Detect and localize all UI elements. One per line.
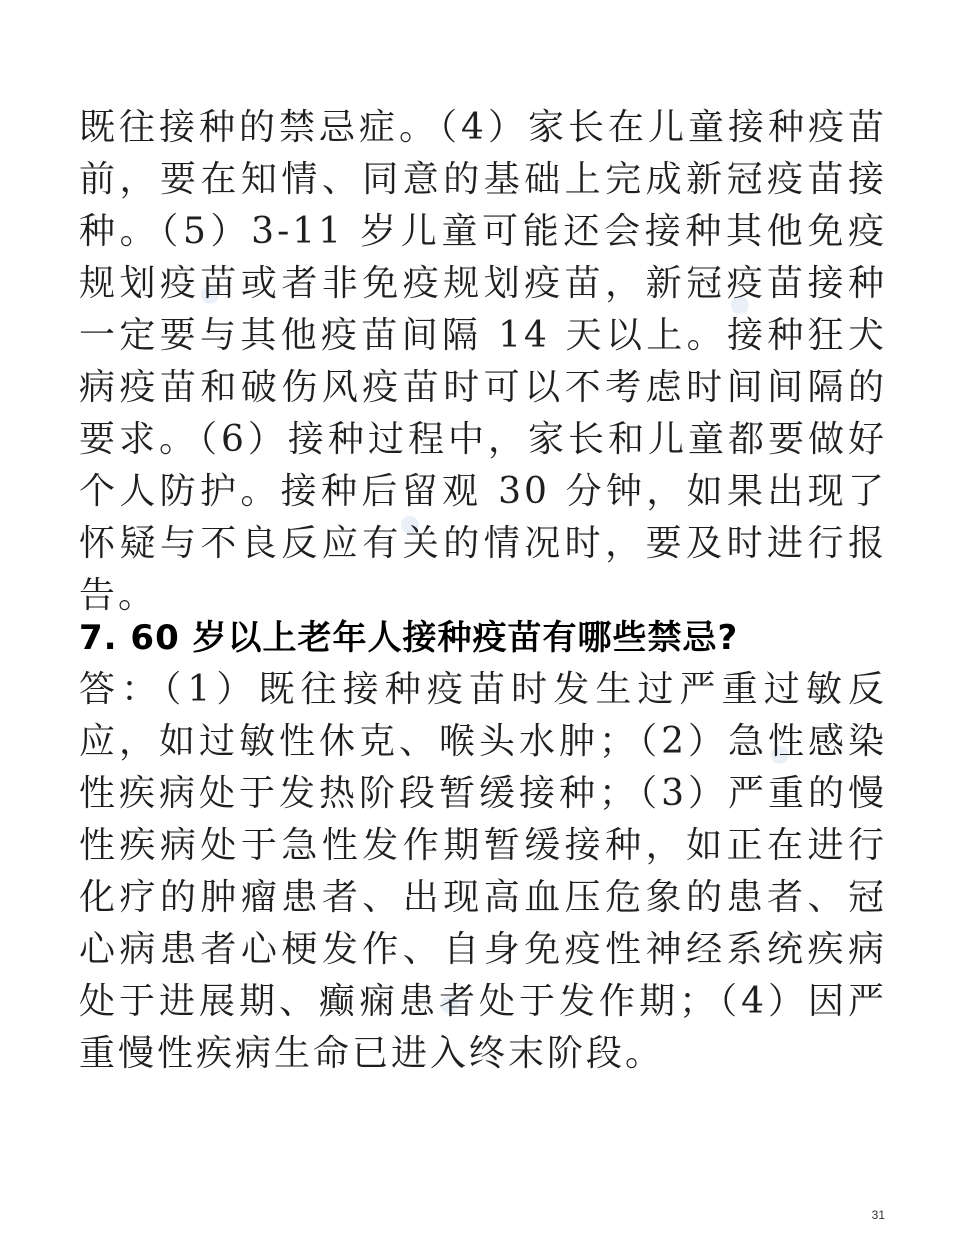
- answer-paragraph: 答：（1）既往接种疫苗时发生过严重过敏反应，如过敏性休克、喉头水肿；（2）急性感染性疾病处于发热阶段暂缓接种；（3）严重的慢性疾病处于急性发作期暂缓接种，如正在进行化疗的肿瘤患者、出现高血压危象的患者、冠心病患者心梗发作、自身免疫性神经系统疾病处于进展期、癫痫患者处于发作期；（4）因严重慢性疾病生命已进入终末阶段。: [79, 669, 887, 1074]
- page-number: 31: [871, 1208, 885, 1222]
- intro-paragraph: 既往接种的禁忌症。（4）家长在儿童接种疫苗前，要在知情、同意的基础上完成新冠疫苗接种。（5）3-11 岁儿童可能还会接种其他免疫规划疫苗或者非免疫规划疫苗，新冠疫苗接种一定要与其他疫苗间隔 14 天以上。接种狂犬病疫苗和破伤风疫苗时可以不考虑时间间隔的要求。（6）接种过程中，家长和儿童都要做好个人防护。接种后留观 30 分钟，如果出现了怀疑与不良反应有关的情况时，要及时进行报告。: [79, 107, 887, 616]
- question-heading: 7. 60 岁以上老年人接种疫苗有哪些禁忌?: [79, 618, 739, 658]
